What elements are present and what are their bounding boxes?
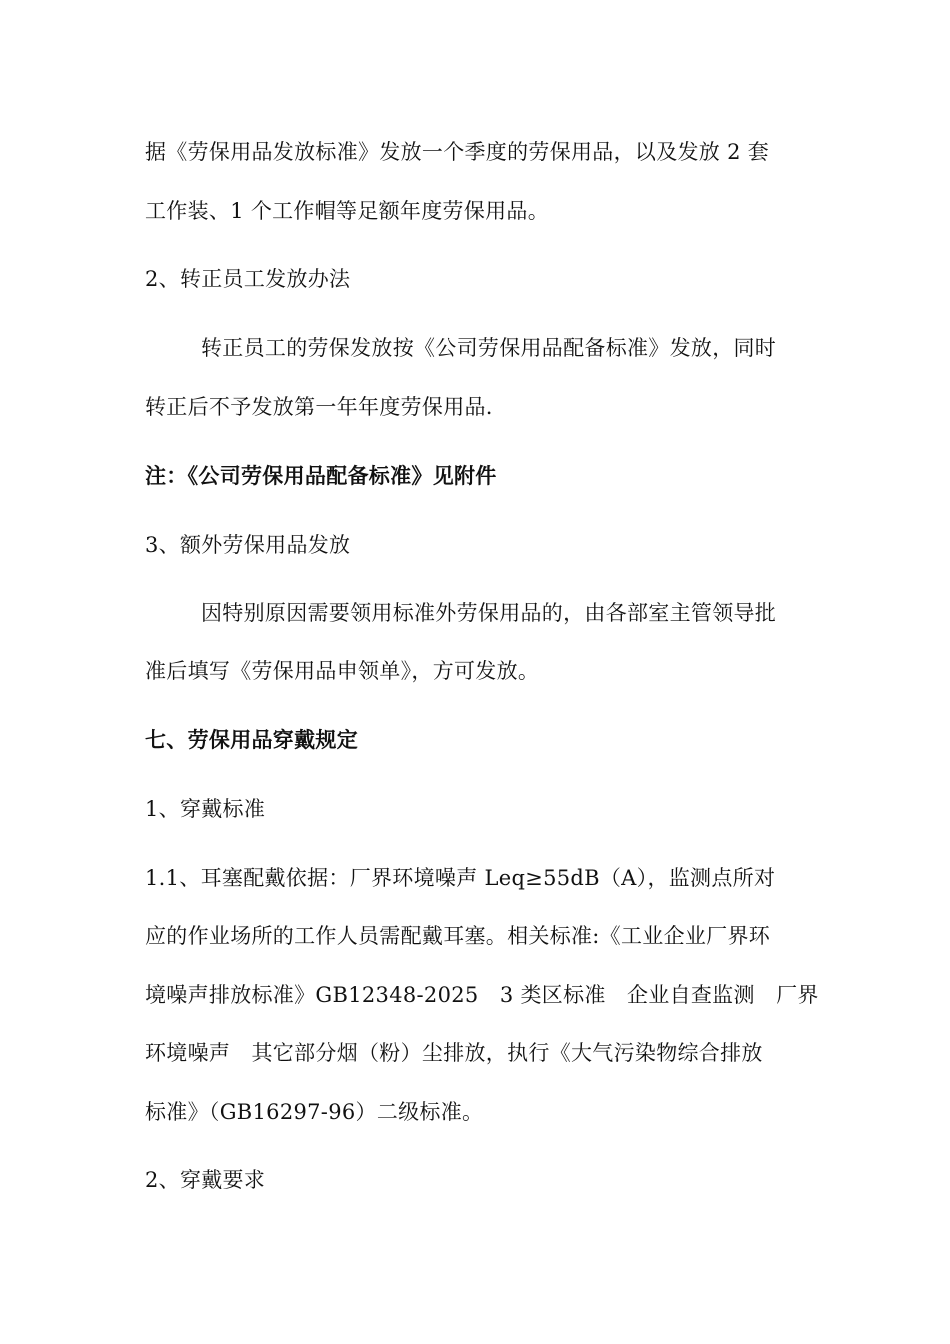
paragraph-line: 应的作业场所的工作人员需配戴耳塞。相关标准:《工业企业厂界环 xyxy=(145,924,771,948)
paragraph-line: 转正后不予发放第一年年度劳保用品. xyxy=(145,395,493,419)
paragraph-line: 标准》（GB16297-96）二级标准。 xyxy=(145,1100,484,1124)
paragraph-line: 因特别原因需要领用标准外劳保用品的，由各部室主管领导批 xyxy=(201,601,777,625)
paragraph-line: 境噪声排放标准》GB12348-2025 3 类区标准 企业自查监测 厂界 xyxy=(145,983,819,1007)
paragraph-line: 环境噪声 其它部分烟（粉）尘排放，执行《大气污染物综合排放 xyxy=(145,1041,763,1065)
paragraph-line: 据《劳保用品发放标准》发放一个季度的劳保用品，以及发放 2 套 xyxy=(145,140,770,164)
paragraph-line: 工作装、1 个工作帽等足额年度劳保用品。 xyxy=(145,199,550,223)
section-heading: 2、转正员工发放办法 xyxy=(145,267,351,291)
paragraph-line: 准后填写《劳保用品申领单》，方可发放。 xyxy=(145,659,540,683)
section-heading: 1、穿戴标准 xyxy=(145,797,266,821)
note-line: 注：《公司劳保用品配备标准》见附件 xyxy=(145,463,497,488)
paragraph-line: 1.1、耳塞配戴依据：厂界环境噪声 Leq≥55dB（A），监测点所对 xyxy=(145,866,776,890)
chapter-heading: 七、劳保用品穿戴规定 xyxy=(145,727,358,752)
paragraph-line: 转正员工的劳保发放按《公司劳保用品配备标准》发放，同时 xyxy=(201,336,777,360)
section-heading: 3、额外劳保用品发放 xyxy=(145,533,351,557)
section-heading: 2、穿戴要求 xyxy=(145,1168,266,1192)
